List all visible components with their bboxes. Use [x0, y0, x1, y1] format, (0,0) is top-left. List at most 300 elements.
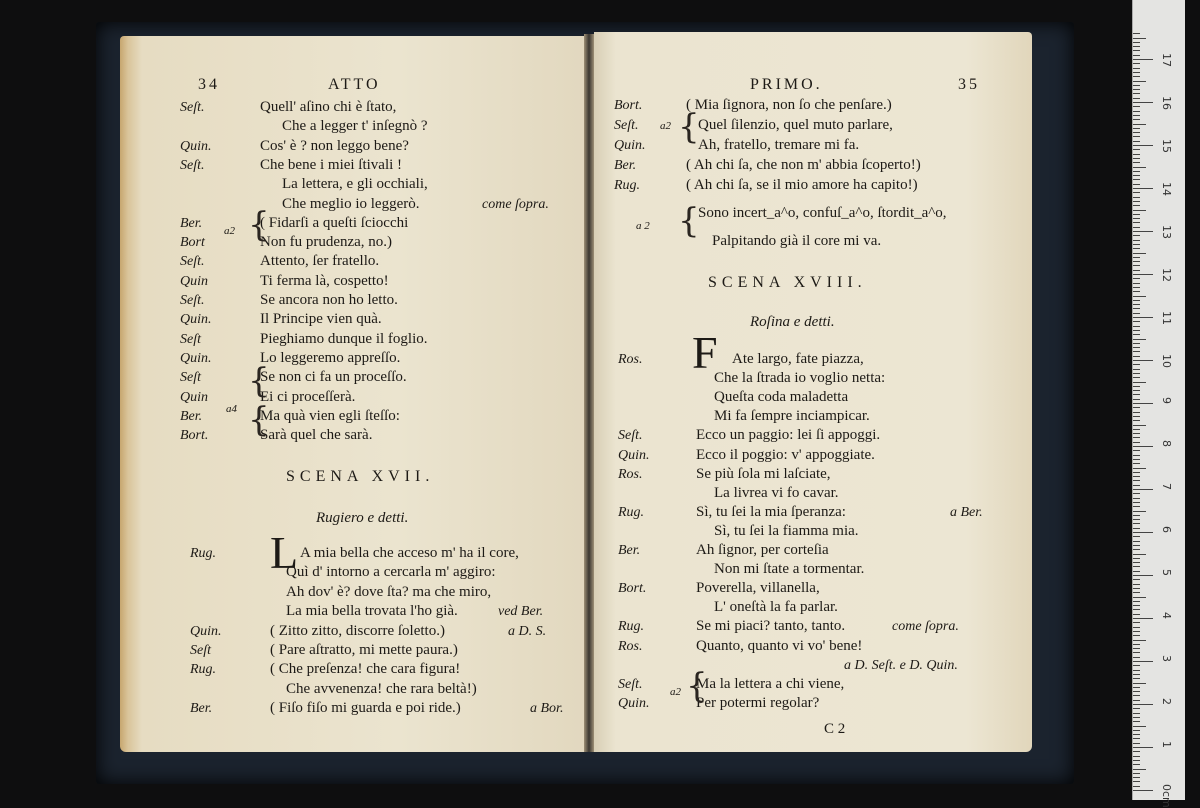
ruler-number: 15 — [1160, 139, 1173, 153]
ruler-tick — [1133, 502, 1140, 503]
ruler-tick — [1133, 175, 1140, 176]
verse-line: La lettera, e gli occhiali, — [282, 176, 428, 193]
verse-line: Ei ci proceſſerà. — [260, 388, 356, 405]
ruler-tick — [1133, 721, 1140, 722]
ruler-tick — [1133, 506, 1140, 507]
speaker-name: Seſt — [190, 643, 211, 658]
ruler-tick — [1133, 201, 1140, 202]
ruler-tick — [1133, 347, 1140, 348]
right-page — [594, 32, 1032, 752]
verse-line: Lo leggeremo appreſſo. — [260, 349, 401, 366]
verse-line: Che la ſtrada io voglio netta: — [714, 370, 886, 387]
ruler-tick — [1133, 756, 1140, 757]
ruler-tick — [1133, 609, 1140, 610]
verse-line: Quel ſilenzio, quel muto parlare, — [698, 117, 893, 133]
ruler-tick — [1133, 85, 1140, 86]
scene-title: SCENA XVIII. — [708, 274, 867, 291]
verse-line: Che meglio io leggerò. — [282, 195, 420, 212]
ruler-tick — [1133, 369, 1140, 370]
ruler-tick — [1133, 554, 1146, 555]
speaker-name: Rug. — [618, 619, 645, 635]
a2-mark: a4 — [226, 402, 237, 415]
ruler-tick — [1133, 351, 1140, 352]
ruler-tick — [1133, 747, 1153, 748]
ruler-tick — [1133, 145, 1153, 146]
ruler-tick — [1133, 532, 1153, 533]
signature-mark: C 2 — [824, 721, 846, 737]
ruler-tick — [1133, 683, 1146, 684]
ruler-tick — [1133, 321, 1140, 322]
ruler-tick — [1133, 313, 1140, 314]
brace-symbol: { — [686, 665, 708, 706]
verse-line: Pieghiamo dunque il foglio. — [260, 330, 428, 347]
ruler-tick — [1133, 437, 1140, 438]
ruler-tick — [1133, 528, 1140, 529]
ruler-tick — [1133, 59, 1153, 60]
ruler-tick — [1133, 446, 1153, 447]
speaker-name: Seſt. — [180, 254, 205, 270]
stage-direction: come ſopra. — [482, 196, 549, 212]
ruler-tick — [1133, 136, 1140, 137]
brace-symbol: { — [248, 399, 270, 440]
speaker-name: Quin. — [618, 695, 650, 711]
ruler-tick — [1133, 42, 1140, 43]
ruler-tick — [1133, 558, 1140, 559]
scene-title: SCENA XVII. — [286, 468, 435, 485]
ruler-tick — [1133, 700, 1140, 701]
brace-symbol: { — [678, 201, 700, 241]
ruler-tick — [1133, 235, 1140, 236]
ruler-number: 3 — [1160, 655, 1173, 662]
ruler-number: 7 — [1160, 483, 1173, 490]
drop-cap: F — [692, 327, 718, 378]
ruler-tick — [1133, 450, 1140, 451]
ruler-tick — [1133, 588, 1140, 589]
verse-line: Per potermi regolar? — [696, 694, 820, 711]
stage-direction: a Ber. — [950, 504, 983, 520]
speaker-name: Quin. — [180, 350, 212, 366]
ruler-tick — [1133, 489, 1153, 490]
ruler-tick — [1133, 416, 1140, 417]
ruler-tick — [1133, 81, 1146, 82]
ruler-tick — [1133, 786, 1140, 787]
verse-line: Non fu prudenza, no.) — [260, 234, 393, 251]
ruler-tick — [1133, 695, 1140, 696]
verse-line: Ecco il poggio: v' appoggiate. — [696, 446, 875, 463]
ruler-number: 2 — [1160, 698, 1173, 705]
ruler-tick — [1133, 248, 1140, 249]
speaker-name: Seſt — [180, 370, 201, 386]
ruler-tick — [1133, 364, 1140, 365]
verse-line: Mi fa ſempre inciampicar. — [714, 408, 870, 425]
ruler-tick — [1133, 635, 1140, 636]
ruler-tick — [1133, 713, 1140, 714]
verse-line: Se più ſola mi laſciate, — [696, 465, 831, 482]
ruler-tick — [1133, 89, 1140, 90]
verse-line: Che bene i miei ſtivali ! — [260, 156, 403, 173]
ruler-tick — [1133, 652, 1140, 653]
ruler-tick — [1133, 726, 1146, 727]
ruler-tick — [1133, 648, 1140, 649]
a2-mark: a2 — [224, 225, 235, 238]
verse-line: ( Ah chi ſa, che non m' abbia ſcoperto!) — [686, 157, 921, 173]
speaker-name: Seſt. — [180, 293, 205, 308]
speaker-name: Ber. — [614, 158, 637, 173]
ruler-tick — [1133, 214, 1140, 215]
ruler-tick — [1133, 55, 1140, 56]
ruler-tick — [1133, 472, 1140, 473]
left-page — [120, 36, 584, 752]
ruler-tick — [1133, 523, 1140, 524]
verse-line: Palpitando già il core mi va. — [712, 233, 882, 249]
ruler-number: 8 — [1160, 440, 1173, 447]
ruler-tick — [1133, 519, 1140, 520]
speaker-name: Quin. — [180, 312, 212, 328]
ruler-tick — [1133, 334, 1140, 335]
verse-line: Non mi ſtate a tormentar. — [714, 561, 865, 578]
ruler-tick — [1133, 403, 1153, 404]
speaker-name: Seſt. — [618, 428, 643, 444]
stage-direction: a Bor. — [530, 701, 564, 717]
speaker-name: Seſt — [180, 331, 201, 347]
ruler-tick — [1133, 575, 1153, 576]
ruler-tick — [1133, 326, 1140, 327]
scene-subtitle: Rugiero e detti. — [316, 510, 409, 526]
ruler-tick — [1133, 72, 1140, 73]
ruler-tick — [1133, 68, 1140, 69]
verse-line: Ma la lettera a chi viene, — [696, 675, 845, 692]
ruler-tick — [1133, 769, 1146, 770]
verse-line: Attento, ſer fratello. — [260, 253, 380, 270]
ruler-tick — [1133, 317, 1153, 318]
ruler-tick — [1133, 222, 1140, 223]
ruler-tick — [1133, 730, 1140, 731]
speaker-name: Ber. — [180, 215, 203, 231]
ruler-tick — [1133, 132, 1140, 133]
a2-mark: a2 — [660, 120, 671, 132]
verse-line: Poverella, villanella, — [696, 580, 820, 597]
ruler-tick — [1133, 197, 1140, 198]
verse-line: A mia bella che acceso m' ha il core, — [300, 545, 519, 561]
verse-line: Sì, tu ſei la fiamma mia. — [714, 522, 859, 539]
verse-line: ( Fidarſi a queſti ſciocchi — [260, 214, 409, 231]
ruler-tick — [1133, 627, 1140, 628]
ruler-tick — [1133, 50, 1140, 51]
ruler-tick — [1133, 480, 1140, 481]
ruler-tick — [1133, 601, 1140, 602]
ruler-tick — [1133, 377, 1140, 378]
ruler-tick — [1133, 687, 1140, 688]
verse-line: Ate largo, fate piazza, — [732, 351, 864, 367]
speaker-name: Quin — [180, 389, 208, 405]
ruler-tick — [1133, 459, 1140, 460]
ruler-number: 11 — [1160, 311, 1173, 325]
ruler-number: 1 — [1160, 741, 1173, 748]
ruler-tick — [1133, 141, 1140, 142]
verse-line: ( Fiſo fiſo mi guarda e poi ride.) — [270, 700, 461, 717]
ruler-tick — [1133, 360, 1153, 361]
ruler-tick — [1133, 644, 1140, 645]
ruler-tick — [1133, 171, 1140, 172]
book-gutter — [584, 34, 594, 752]
ruler-tick — [1133, 566, 1140, 567]
speaker-name: Quin. — [614, 138, 646, 153]
ruler-tick — [1133, 296, 1146, 297]
ruler-tick — [1133, 205, 1140, 206]
ruler-tick — [1133, 631, 1140, 632]
ruler-tick — [1133, 287, 1140, 288]
ruler-tick — [1133, 154, 1140, 155]
ruler-tick — [1133, 592, 1140, 593]
ruler-tick — [1133, 579, 1140, 580]
ruler-number: 9 — [1160, 397, 1173, 404]
ruler-tick — [1133, 76, 1140, 77]
ruler-tick — [1133, 244, 1140, 245]
ruler-tick — [1133, 98, 1140, 99]
ruler-number: 6 — [1160, 526, 1173, 533]
verse-line: Quì d' intorno a cercarla m' aggiro: — [286, 564, 496, 581]
speaker-name: Bort — [180, 235, 205, 251]
ruler-tick — [1133, 300, 1140, 301]
stage-direction: a D. S. — [508, 623, 547, 639]
verse-line: Se ancora non ho letto. — [260, 292, 398, 308]
ruler-tick — [1133, 261, 1140, 262]
page-number: 34 — [198, 76, 220, 93]
ruler-tick — [1133, 549, 1140, 550]
verse-line: Sì, tu ſei la mia ſperanza: — [696, 503, 846, 520]
verse-line: La livrea vi fo cavar. — [714, 484, 839, 501]
verse-line: ( Ah chi ſa, se il mio amore ha capito!) — [686, 177, 918, 193]
verse-line: Cos' è ? non leggo bene? — [260, 137, 409, 154]
verse-line: La mia bella trovata l'ho già. — [286, 603, 458, 620]
speaker-name: Seſt. — [618, 676, 643, 692]
speaker-name: Quin. — [618, 447, 650, 463]
ruler-tick — [1133, 433, 1140, 434]
speaker-name: Rug. — [190, 546, 217, 561]
ruler-tick — [1133, 386, 1140, 387]
ruler-number: 17 — [1160, 53, 1173, 67]
measuring-ruler — [1132, 0, 1185, 808]
page-number: 35 — [958, 76, 980, 93]
ruler-tick — [1133, 498, 1140, 499]
ruler-tick — [1133, 394, 1140, 395]
ruler-tick — [1133, 605, 1140, 606]
ruler-tick — [1133, 562, 1140, 563]
ruler-tick — [1133, 128, 1140, 129]
speaker-name: Quin. — [180, 138, 212, 154]
ruler-tick — [1133, 274, 1153, 275]
ruler-tick — [1133, 678, 1140, 679]
ruler-tick — [1133, 455, 1140, 456]
stage-direction: ved Ber. — [498, 604, 544, 620]
ruler-tick — [1133, 420, 1140, 421]
ruler-tick — [1133, 597, 1146, 598]
ruler-tick — [1133, 373, 1140, 374]
ruler-number: 0cm — [1160, 784, 1173, 808]
ruler-tick — [1133, 425, 1146, 426]
speaker-name: Ber. — [190, 701, 213, 717]
ruler-tick — [1133, 227, 1140, 228]
verse-line: Che avvenenza! che rara beltà!) — [286, 680, 477, 697]
ruler-tick — [1133, 622, 1140, 623]
ruler-tick — [1133, 192, 1140, 193]
ruler-tick — [1133, 412, 1140, 413]
ruler-tick — [1133, 743, 1140, 744]
speaker-name: Rug. — [618, 504, 645, 520]
ruler-tick — [1133, 708, 1140, 709]
ruler-tick — [1133, 33, 1140, 34]
brace-symbol: { — [678, 107, 700, 147]
stage-direction: come ſopra. — [892, 619, 959, 635]
speaker-name: Rug. — [614, 178, 641, 193]
ruler-tick — [1133, 38, 1146, 39]
ruler-tick — [1133, 661, 1153, 662]
ruler-tick — [1133, 46, 1140, 47]
ruler-tick — [1133, 493, 1140, 494]
speaker-name: Seſt. — [180, 157, 205, 173]
speaker-name: Bort. — [180, 428, 209, 444]
ruler-tick — [1133, 93, 1140, 94]
ruler-tick — [1133, 541, 1140, 542]
verse-line: L' oneſtà la fa parlar. — [714, 599, 838, 616]
ruler-number: 10 — [1160, 354, 1173, 368]
ruler-tick — [1133, 218, 1140, 219]
ruler-tick — [1133, 674, 1140, 675]
speaker-name: Seſt. — [614, 118, 639, 133]
ruler-tick — [1133, 463, 1140, 464]
ruler-tick — [1133, 184, 1140, 185]
ruler-tick — [1133, 63, 1140, 64]
ruler-tick — [1133, 278, 1140, 279]
ruler-tick — [1133, 119, 1140, 120]
verse-line: ( Zitto zitto, discorre ſoletto.) — [270, 622, 445, 639]
speaker-name: Rug. — [190, 662, 217, 678]
speaker-name: Quin. — [190, 623, 222, 639]
ruler-tick — [1133, 407, 1140, 408]
speaker-name: Ros. — [618, 352, 643, 367]
ruler-tick — [1133, 468, 1146, 469]
ruler-tick — [1133, 308, 1140, 309]
ruler-tick — [1133, 670, 1140, 671]
verse-line: Quanto, quanto vi vo' bene! — [696, 637, 863, 654]
ruler-tick — [1133, 790, 1153, 791]
verse-line: ( Mia ſignora, non ſo che penſare.) — [686, 97, 892, 113]
ruler-number: 13 — [1160, 225, 1173, 239]
stage-direction: a D. Seſt. e D. Quin. — [844, 657, 958, 673]
ruler-tick — [1133, 158, 1140, 159]
speaker-name: Quin — [180, 273, 208, 289]
ruler-tick — [1133, 614, 1140, 615]
ruler-tick — [1133, 751, 1140, 752]
ruler-tick — [1133, 773, 1140, 774]
ruler-tick — [1133, 717, 1140, 718]
ruler-tick — [1133, 738, 1140, 739]
ruler-tick — [1133, 640, 1146, 641]
ruler-number: 4 — [1160, 612, 1173, 619]
ruler-tick — [1133, 485, 1140, 486]
ruler-tick — [1133, 476, 1140, 477]
ruler-tick — [1133, 253, 1146, 254]
ruler-tick — [1133, 760, 1140, 761]
speaker-name: Bort. — [614, 98, 643, 113]
speaker-name: Seſt. — [180, 100, 205, 115]
speaker-name: Ros. — [618, 638, 643, 654]
ruler-tick — [1133, 382, 1146, 383]
ruler-tick — [1133, 162, 1140, 163]
verse-line: Ma quà vien egli ſteſſo: — [260, 407, 400, 424]
brace-symbol: { — [248, 361, 270, 402]
speaker-name: Bort. — [618, 581, 647, 597]
speaker-name: Ber. — [180, 408, 203, 424]
verse-line: Ti ferma là, cospetto! — [260, 272, 389, 289]
ruler-tick — [1133, 304, 1140, 305]
verse-line: Ah, fratello, tremare mi fa. — [698, 137, 860, 153]
ruler-tick — [1133, 665, 1140, 666]
verse-line: Che a legger t' inſegnò ? — [282, 118, 428, 135]
verse-line: Sarà quel che sarà. — [260, 427, 373, 444]
ruler-tick — [1133, 515, 1140, 516]
ruler-tick — [1133, 188, 1153, 189]
ruler-tick — [1133, 149, 1140, 150]
ruler-tick — [1133, 691, 1140, 692]
ruler-number: 14 — [1160, 182, 1173, 196]
ruler-tick — [1133, 330, 1140, 331]
ruler-tick — [1133, 265, 1140, 266]
verse-line: Se non ci fa un proceſſo. — [260, 369, 407, 386]
ruler-tick — [1133, 210, 1146, 211]
ruler-tick — [1133, 106, 1140, 107]
ruler-tick — [1133, 764, 1140, 765]
verse-line: Ah ſignor, per corteſia — [696, 542, 829, 558]
ruler-tick — [1133, 291, 1140, 292]
ruler-tick — [1133, 356, 1140, 357]
ruler-tick — [1133, 390, 1140, 391]
ruler-tick — [1133, 111, 1140, 112]
ruler-number: 16 — [1160, 96, 1173, 110]
ruler-tick — [1133, 657, 1140, 658]
verse-line: Queſta coda maladetta — [714, 389, 849, 406]
verse-line: ( Pare aſtratto, mi mette paura.) — [270, 642, 458, 658]
ruler-tick — [1133, 179, 1140, 180]
speaker-name: Ber. — [618, 543, 641, 558]
brace-symbol: { — [248, 204, 270, 245]
ruler-tick — [1133, 734, 1140, 735]
ruler-tick — [1133, 584, 1140, 585]
ruler-tick — [1133, 429, 1140, 430]
ruler-tick — [1133, 343, 1140, 344]
ruler-tick — [1133, 571, 1140, 572]
ruler-tick — [1133, 124, 1146, 125]
ruler-tick — [1133, 545, 1140, 546]
verse-line: Ecco un paggio: lei ſi appoggi. — [696, 427, 881, 444]
running-header: ATTO — [328, 76, 381, 93]
speaker-name: Ros. — [618, 466, 643, 482]
ruler-number: 5 — [1160, 569, 1173, 576]
verse-line: Se mi piaci? tanto, tanto. — [696, 618, 846, 635]
ruler-tick — [1133, 283, 1140, 284]
ruler-tick — [1133, 270, 1140, 271]
ruler-tick — [1133, 102, 1153, 103]
ruler-tick — [1133, 704, 1153, 705]
ruler-number: 12 — [1160, 268, 1173, 282]
drop-cap: L — [270, 527, 299, 578]
ruler-tick — [1133, 339, 1146, 340]
ruler-tick — [1133, 240, 1140, 241]
ruler-tick — [1133, 115, 1140, 116]
scene-subtitle: Roſina e detti. — [750, 314, 835, 330]
a2-mark: a2 — [670, 686, 681, 699]
ruler-tick — [1133, 777, 1140, 778]
